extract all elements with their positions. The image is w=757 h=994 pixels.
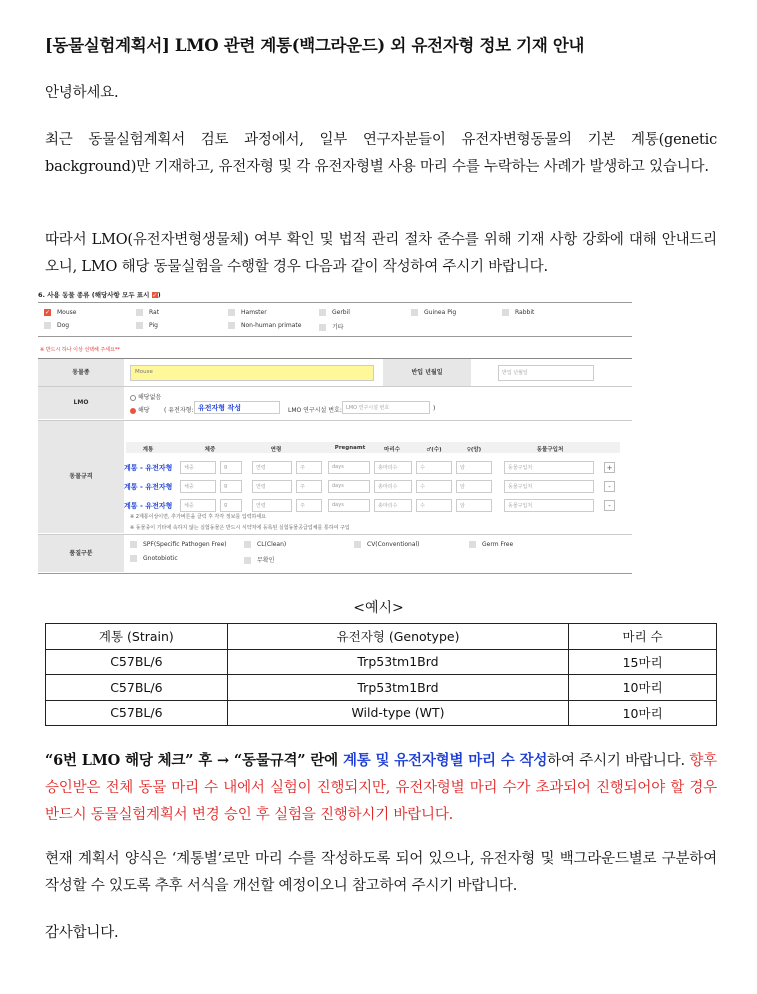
closing: 감사합니다. bbox=[45, 925, 119, 941]
weight-input[interactable]: 체중 bbox=[180, 480, 216, 493]
checkbox-icon bbox=[244, 541, 251, 548]
species-other[interactable]: 기타 bbox=[319, 322, 344, 331]
species-dog[interactable]: Dog bbox=[44, 322, 69, 329]
paragraph-background: 최근 동물실험계획서 검토 과정에서, 일부 연구자분들이 유전자변형동물의 기본 계통(genetic background)만 기재하고, 유전자형 및 각 유전자형별 사용 마리 수를 누락하는 사례가 발생하고 있습니다. bbox=[45, 132, 717, 175]
cell-count: 15마리 bbox=[569, 649, 717, 675]
weight-unit-select[interactable]: g bbox=[220, 480, 242, 493]
header-count: 마리 수 bbox=[569, 624, 717, 650]
col-pregnant: Pregnamt bbox=[334, 445, 366, 451]
cell-genotype: Wild-type (WT) bbox=[227, 700, 569, 726]
weight-unit-select[interactable]: g bbox=[220, 461, 242, 474]
species-gerbil[interactable]: Gerbil bbox=[319, 309, 350, 316]
checkbox-icon bbox=[228, 322, 235, 329]
note-add: ※ 2계통이상이면, 추가버튼을 클릭 후 각각 정보를 입력하세요 bbox=[130, 514, 267, 520]
male-input[interactable]: 수 bbox=[416, 480, 452, 493]
genotype-prefix: ( 유전자형: bbox=[164, 407, 194, 414]
form-grid bbox=[38, 358, 632, 578]
count-input[interactable]: 총마리수 bbox=[374, 480, 412, 493]
species-pig[interactable]: Pig bbox=[136, 322, 158, 329]
cell-genotype: Trp53tm1Brd bbox=[227, 649, 569, 675]
lmo-number-input[interactable]: LMO 연구시설 번호 bbox=[342, 401, 430, 414]
greeting: 안녕하세요. bbox=[45, 85, 119, 101]
vendor-input[interactable]: 동물구입처 bbox=[504, 499, 594, 512]
weight-input[interactable]: 체중 bbox=[180, 499, 216, 512]
genotype-input[interactable]: 유전자형 작성 bbox=[194, 401, 280, 414]
species-rat[interactable]: Rat bbox=[136, 309, 159, 316]
check-icon: ✓ bbox=[152, 292, 158, 299]
lmo-label: LMO bbox=[38, 387, 124, 419]
row-strain-genotype: 계통 - 유전자형 bbox=[124, 464, 173, 472]
paragraph-howto: “6번 LMO 해당 체크” 후 → “동물규격” 란에 계통 및 유전자형별 마리 수 작성하여 주시기 바랍니다. 향후 승인받은 전체 동물 마리 수 내에서 실험이 진행되지만, 유전자형별 마리 수가 초과되어 진행되어야 할 경우 반드시 동물실험계획서 변경 승인 후 실험을 진행하시기 바랍니다. bbox=[45, 752, 717, 823]
quality-unknown[interactable]: 무확인 bbox=[244, 555, 274, 564]
species-nhp[interactable]: Non-human primate bbox=[228, 322, 301, 329]
checkbox-icon bbox=[319, 309, 326, 316]
lmo-number-label: LMO 연구시설 번호: bbox=[288, 407, 342, 414]
cell-strain: C57BL/6 bbox=[46, 675, 228, 701]
cell-count: 10마리 bbox=[569, 675, 717, 701]
table-row bbox=[46, 700, 717, 726]
female-input[interactable]: 암 bbox=[456, 480, 492, 493]
checkbox-icon bbox=[136, 322, 143, 329]
checkbox-icon bbox=[411, 309, 418, 316]
age-unit-select[interactable]: 주 bbox=[296, 461, 322, 474]
cell-genotype: Trp53tm1Brd bbox=[227, 675, 569, 701]
remove-row-button[interactable]: - bbox=[604, 500, 615, 511]
lmo-yes-radio[interactable]: 해당 bbox=[130, 405, 150, 414]
add-row-button[interactable]: + bbox=[604, 462, 615, 473]
quality-cv[interactable]: CV(Conventional) bbox=[354, 541, 420, 548]
vendor-input[interactable]: 동물구입처 bbox=[504, 480, 594, 493]
checkbox-icon bbox=[136, 309, 143, 316]
paragraph-future: 현재 계획서 양식은 ‘계통별’로만 마리 수를 작성하도록 되어 있으나, 유전자형 및 백그라운드별로 구분하여 작성할 수 있도록 추후 서식을 개선할 예정이오니 참고하여 주시기 바랍니다. bbox=[45, 851, 717, 894]
quality-cl[interactable]: CL(Clean) bbox=[244, 541, 286, 548]
checkbox-icon bbox=[354, 541, 361, 548]
cell-strain: C57BL/6 bbox=[46, 700, 228, 726]
table-row bbox=[46, 675, 717, 701]
quality-gf[interactable]: Germ Free bbox=[469, 541, 513, 548]
checkbox-icon bbox=[228, 309, 235, 316]
remove-row-button[interactable]: - bbox=[604, 481, 615, 492]
female-input[interactable]: 암 bbox=[456, 461, 492, 474]
row-strain-genotype: 계통 - 유전자형 bbox=[124, 502, 173, 510]
row-strain-genotype: 계통 - 유전자형 bbox=[124, 483, 173, 491]
import-label: 반입 년월일 bbox=[383, 359, 471, 386]
checkbox-icon bbox=[319, 324, 326, 331]
import-date-input[interactable]: 반입 년월일 bbox=[498, 365, 594, 381]
male-input[interactable]: 수 bbox=[416, 499, 452, 512]
radio-checked-icon bbox=[130, 408, 136, 414]
form-header: 6. 사용 동물 종류 (해당사항 모두 표시 ✓) bbox=[38, 291, 161, 299]
animal-label: 동물종 bbox=[38, 359, 124, 386]
header-strain: 계통 (Strain) bbox=[46, 624, 228, 650]
species-guinea-pig[interactable]: Guinea Pig bbox=[411, 309, 456, 316]
col-weight: 체중 bbox=[204, 447, 216, 453]
example-table bbox=[45, 623, 717, 726]
col-male: ♂(수) bbox=[426, 447, 442, 453]
pregnant-input[interactable]: days bbox=[328, 499, 370, 512]
checkbox-icon bbox=[44, 322, 51, 329]
animal-select[interactable]: Mouse bbox=[130, 365, 374, 381]
male-input[interactable]: 수 bbox=[416, 461, 452, 474]
col-female: ♀(암) bbox=[466, 447, 482, 453]
radio-icon bbox=[130, 395, 136, 401]
weight-unit-select[interactable]: g bbox=[220, 499, 242, 512]
quality-spf[interactable]: SPF(Specific Pathogen Free) bbox=[130, 541, 227, 548]
paragraph-instruction: 따라서 LMO(유전자변형생물체) 여부 확인 및 법적 관리 절차 준수를 위해 기재 사항 강화에 대해 안내드리오니, LMO 해당 동물실험을 수행할 경우 다음과 같이 작성하여 주시기 바랍니다. bbox=[45, 232, 717, 275]
age-input[interactable]: 연령 bbox=[252, 480, 292, 493]
spec-label: 동물규격 bbox=[38, 421, 124, 533]
pregnant-input[interactable]: days bbox=[328, 480, 370, 493]
table-row bbox=[46, 649, 717, 675]
checkbox-icon bbox=[244, 557, 251, 564]
col-count: 마리수 bbox=[384, 447, 400, 453]
checkbox-checked-icon: ✓ bbox=[44, 309, 51, 316]
cell-count: 10마리 bbox=[569, 700, 717, 726]
cell-strain: C57BL/6 bbox=[46, 649, 228, 675]
species-mouse[interactable]: ✓ Mouse bbox=[44, 309, 77, 316]
page-title: [동물실험계획서] LMO 관련 계통(백그라운드) 외 유전자형 정보 기재 안내 bbox=[45, 36, 585, 55]
quality-gnoto[interactable]: Gnotobiotic bbox=[130, 555, 178, 562]
age-input[interactable]: 연령 bbox=[252, 499, 292, 512]
female-input[interactable]: 암 bbox=[456, 499, 492, 512]
quality-label: 품질구분 bbox=[38, 535, 124, 572]
checkbox-icon bbox=[502, 309, 509, 316]
checkbox-icon bbox=[130, 555, 137, 562]
note-vendor: ※ 동물종이 기타에 속하지 않는 실험동물은 반드시 식약처에 등록된 실험동물공급업체를 통하여 구입 bbox=[130, 525, 350, 531]
age-unit-select[interactable]: 주 bbox=[296, 480, 322, 493]
col-strain: 계통 bbox=[142, 447, 154, 453]
age-unit-select[interactable]: 주 bbox=[296, 499, 322, 512]
checkbox-icon bbox=[469, 541, 476, 548]
col-age: 연령 bbox=[270, 447, 282, 453]
vendor-input[interactable]: 동물구입처 bbox=[504, 461, 594, 474]
form-screenshot bbox=[38, 288, 632, 578]
age-input[interactable]: 연령 bbox=[252, 461, 292, 474]
pregnant-input[interactable]: days bbox=[328, 461, 370, 474]
lmo-no-radio[interactable]: 해당없음 bbox=[130, 392, 161, 401]
checkbox-icon bbox=[130, 541, 137, 548]
example-caption: <예시> bbox=[353, 600, 404, 616]
col-vendor: 동물구입처 bbox=[536, 447, 564, 453]
lmo-close-paren: ) bbox=[433, 405, 436, 412]
count-input[interactable]: 총마리수 bbox=[374, 499, 412, 512]
species-hamster[interactable]: Hamster bbox=[228, 309, 267, 316]
header-genotype: 유전자형 (Genotype) bbox=[227, 624, 569, 650]
species-rabbit[interactable]: Rabbit bbox=[502, 309, 534, 316]
notice-text: ※ 반드시 하나 이상 선택해 주세요** bbox=[40, 347, 120, 353]
count-input[interactable]: 총마리수 bbox=[374, 461, 412, 474]
weight-input[interactable]: 체중 bbox=[180, 461, 216, 474]
